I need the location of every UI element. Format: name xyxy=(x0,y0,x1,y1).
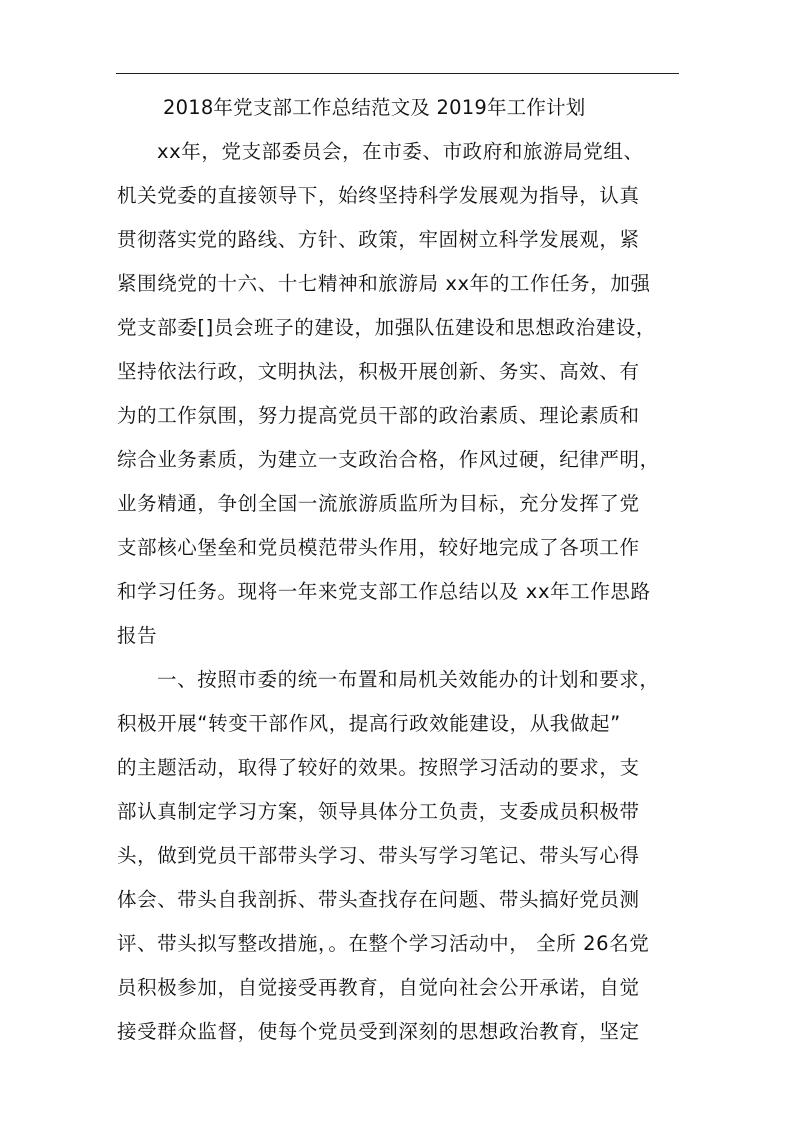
body-line: 的主题活动，取得了较好的效果。按照学习活动的要求，支 xyxy=(117,756,640,779)
body-line: 综合业务素质，为建立一支政治合格，作风过硬，纪律严明， xyxy=(117,448,660,471)
body-line: 报告 xyxy=(117,624,158,647)
body-line: 党支部委[]员会班子的建设，加强队伍建设和思想政治建设， xyxy=(117,316,657,339)
body-line: xx年，党支部委员会，在市委、市政府和旅游局党组、 xyxy=(157,140,644,163)
header-rule xyxy=(116,73,679,74)
body-line: 贯彻落实党的路线、方针、政策，牢固树立科学发展观，紧 xyxy=(117,228,640,251)
body-line: 机关党委的直接领导下，始终坚持科学发展观为指导，认真 xyxy=(117,184,640,207)
body-line: 为的工作氛围，努力提高党员干部的政治素质、理论素质和 xyxy=(117,404,640,427)
document-title: 2018年党支部工作总结范文及 2019年工作计划 xyxy=(163,96,586,119)
body-line: 业务精通，争创全国一流旅游质监所为目标，充分发挥了党 xyxy=(117,492,640,515)
body-line: 紧围绕党的十六、十七精神和旅游局 xx年的工作任务，加强 xyxy=(117,272,651,295)
body-line: 接受群众监督，使每个党员受到深刻的思想政治教育，坚定 xyxy=(117,1020,640,1043)
body-line: 员积极参加，自觉接受再教育，自觉向社会公开承诺，自觉 xyxy=(117,976,640,999)
body-line: 坚持依法行政，文明执法，积极开展创新、务实、高效、有 xyxy=(117,360,640,383)
body-line: 积极开展“转变干部作风，提高行政效能建设，从我做起” xyxy=(117,712,621,735)
body-line: 支部核心堡垒和党员模范带头作用，较好地完成了各项工作 xyxy=(117,536,640,559)
body-line: 评、带头拟写整改措施，。在整个学习活动中， 全所 26名党 xyxy=(117,932,650,955)
body-line: 体会、带头自我剖拆、带头查找存在问题、带头搞好党员测 xyxy=(117,888,640,911)
body-line: 一、按照市委的统一布置和局机关效能办的计划和要求， xyxy=(157,668,660,691)
body-line: 和学习任务。现将一年来党支部工作总结以及 xx年工作思路 xyxy=(117,580,651,603)
body-line: 部认真制定学习方案，领导具体分工负责，支委成员积极带 xyxy=(117,800,640,823)
body-line: 头，做到党员干部带头学习、带头写学习笔记、带头写心得 xyxy=(117,844,640,867)
